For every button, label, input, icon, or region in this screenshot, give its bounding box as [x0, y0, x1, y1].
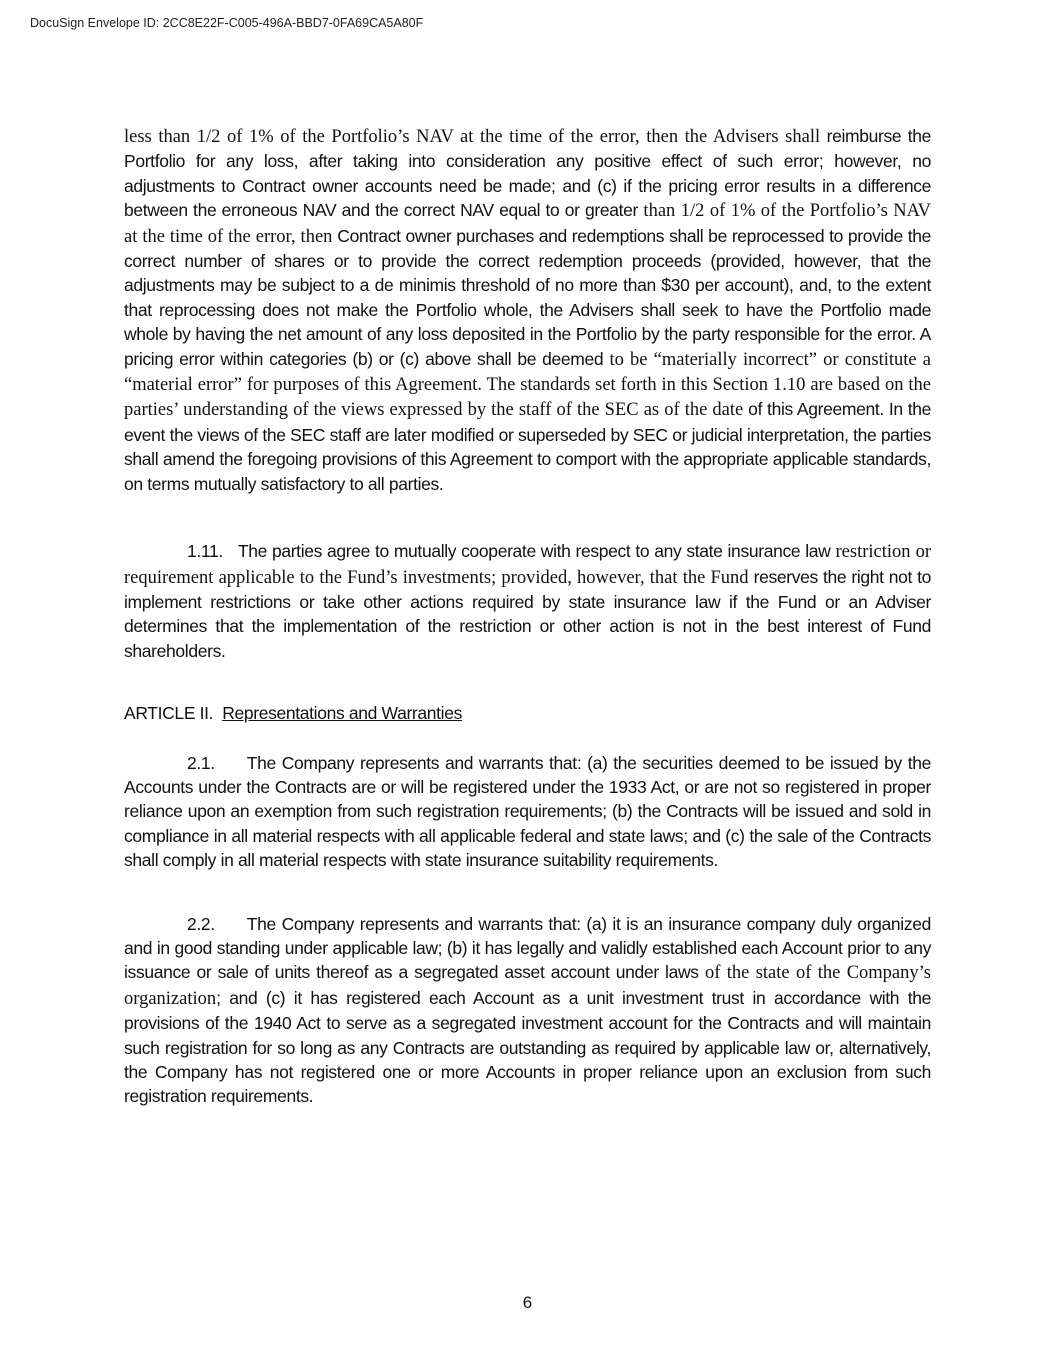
text-run: to be “materially incorrect” or constitute a “material error” for purposes of this Agreement. The standards set forth in this Section 1.10 are based on the parties’ understanding of the views expressed by the staff of the SEC as of the date [124, 349, 931, 421]
text-run: reimburse the Portfolio for any loss, after taking into consideration any positive effect of such error; however, no adjustments to Contract owner accounts need be made; and (c) if the pricing error results in a difference between the erroneous NAV and the correct NAV equal to or greater [124, 126, 931, 221]
article-number: ARTICLE II. [124, 703, 214, 724]
section-1-10-continuation [124, 124, 931, 496]
text-run: restriction or requirement applicable to the Fund’s investments; provided, however, that the Fund [124, 542, 932, 588]
section-1-11 [124, 539, 931, 663]
text-run: The parties agree to mutually cooperate with respect to any state insurance law [237, 541, 831, 562]
article-heading [124, 701, 931, 725]
section-number: 2.1. [187, 752, 215, 773]
text-run: Contract owner purchases and redemptions shall be reprocessed to provide the correct number of shares or to provide the correct redemption proceeds (provided, however, that the adjustments may be subject to a de minimis threshold of no more than $30 per account), and, to the extent that reprocessing does not make the Portfolio whole, the Advisers shall seek to have the Portfolio made whole by having the net amount of any loss deposited in the Portfolio by the party responsible for the error. A pricing error within categories (b) or (c) above shall be deemed [124, 225, 931, 369]
text-run: than 1/2 of 1% of the Portfolio’s NAV at the time of the error, then [124, 201, 932, 247]
text-run: The Company represents and warrants that: (a) the securities deemed to be issued by the Accounts under the Contracts are or will be registered under the 1933 Act, or are not so registered in proper reliance upon an exemption from such registration requirements; (b) the Contracts will be issued and sold in compliance in all material respects with all applicable federal and state laws; and (c) the sale of the Contracts shall comply in all material respects with state insurance suitability requirements. [124, 752, 931, 871]
text-run: of this Agreement. In the event the views of the SEC staff are later modified or superseded by SEC or judicial interpretation, the parties shall amend the foregoing provisions of this Agreement to comport with the appropriate applicable standards, on terms mutually satisfactory to all parties. [124, 399, 931, 494]
section-number: 1.11. [187, 541, 223, 562]
page-number: 6 [522, 1293, 533, 1312]
article-title: Representations and Warranties [222, 703, 463, 724]
section-number: 2.2. [187, 913, 215, 934]
section-2-1 [124, 751, 931, 873]
text-run: The Company represents and warrants that: (a) it is an insurance company duly organized and in good standing under applicable law; (b) it has legally and validly established each Account prior to any issuance or sale of units thereof as a segregated asset account under laws [124, 913, 931, 983]
text-run: of the state of the Company’s organization [124, 963, 931, 1009]
docusign-envelope-id: DocuSign Envelope ID: 2CC8E22F-C005-496A-BBD7-0FA69CA5A80F [30, 16, 424, 30]
text-run: less than 1/2 of 1% of the Portfolio’s NAV at the time of the error, then the Advisers shall [124, 127, 821, 147]
text-run: ; and (c) it has registered each Account as a unit investment trust in accordance with the provisions of the 1940 Act to serve as a segregated investment account for the Contracts and will maintain such registration for so long as any Contracts are outstanding as required by applicable law or, alternatively, the Company has not registered one or more Accounts in proper reliance upon an exclusion from such registration requirements. [124, 987, 931, 1107]
section-2-2 [124, 912, 931, 1109]
text-run: reserves the right not to implement restrictions or take other actions required by state insurance law if the Fund or an Adviser determines that the implementation of the restriction or other action is not in the best interest of Fund shareholders. [124, 566, 932, 661]
document-page-body [124, 124, 931, 1109]
